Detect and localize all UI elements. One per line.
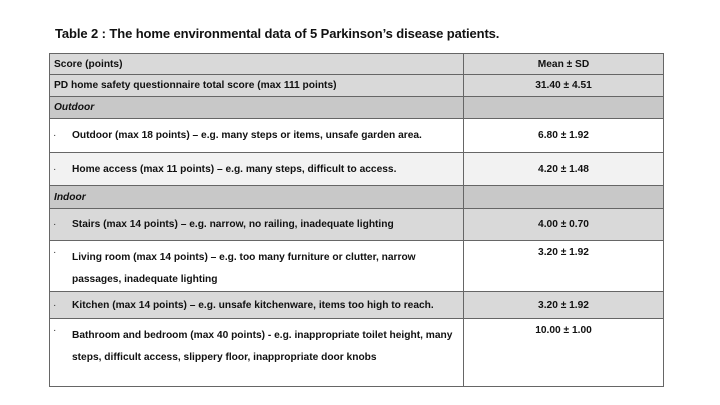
- home-environment-table: [49, 53, 664, 387]
- row-value: 4.20 ± 1.48: [464, 153, 664, 186]
- bullet-mark: ·: [53, 130, 57, 141]
- row-value: 10.00 ± 1.00: [464, 319, 664, 387]
- row-label: [50, 209, 464, 241]
- section-label-indoor: Indoor: [50, 186, 464, 209]
- header-mean-sd: Mean ± SD: [464, 54, 664, 75]
- table-row: [50, 241, 664, 292]
- total-score-label: PD home safety questionnaire total score (max 111 points): [50, 75, 464, 97]
- bullet-mark: ·: [53, 325, 57, 336]
- row-label-text: Kitchen (max 14 points) – e.g. unsafe kitchenware, items too high to reach.: [72, 299, 434, 311]
- row-label: [50, 319, 464, 387]
- total-score-value: 31.40 ± 4.51: [464, 75, 664, 97]
- row-label-text: Home access (max 11 points) – e.g. many steps, difficult to access.: [72, 163, 397, 175]
- row-label: [50, 241, 464, 292]
- row-label: [50, 119, 464, 153]
- table-row: [50, 319, 664, 387]
- table-header-row: [50, 54, 664, 75]
- table-caption: Table 2 : The home environmental data of 5 Parkinson’s disease patients.: [55, 26, 500, 41]
- header-score: Score (points): [50, 54, 464, 75]
- table-row: [50, 292, 664, 319]
- bullet-mark: ·: [53, 163, 57, 175]
- row-label: [50, 153, 464, 186]
- section-row-indoor: [50, 186, 664, 209]
- bullet-mark: ·: [53, 219, 57, 230]
- row-label-text: Living room (max 14 points) – e.g. too many furniture or clutter, narrow passages, inadequate lighting: [72, 252, 416, 285]
- bullet-mark: ·: [53, 247, 57, 258]
- row-value: 4.00 ± 0.70: [464, 209, 664, 241]
- row-label: [50, 292, 464, 319]
- section-row-outdoor: [50, 97, 664, 119]
- bullet-mark: ·: [53, 299, 57, 311]
- row-value: 6.80 ± 1.92: [464, 119, 664, 153]
- section-blank-indoor: [464, 186, 664, 209]
- row-value: 3.20 ± 1.92: [464, 292, 664, 319]
- row-value: 3.20 ± 1.92: [464, 241, 664, 292]
- row-label-text: Stairs (max 14 points) – e.g. narrow, no railing, inadequate lighting: [72, 219, 394, 230]
- total-score-row: [50, 75, 664, 97]
- section-blank-outdoor: [464, 97, 664, 119]
- table-row: [50, 209, 664, 241]
- section-label-outdoor: Outdoor: [50, 97, 464, 119]
- table-row: [50, 119, 664, 153]
- table-row: [50, 153, 664, 186]
- row-label-text: Bathroom and bedroom (max 40 points) - e.g. inappropriate toilet height, many steps, difficult access, slippery floor, inappropriate door knobs: [72, 330, 453, 363]
- row-label-text: Outdoor (max 18 points) – e.g. many steps or items, unsafe garden area.: [72, 130, 422, 141]
